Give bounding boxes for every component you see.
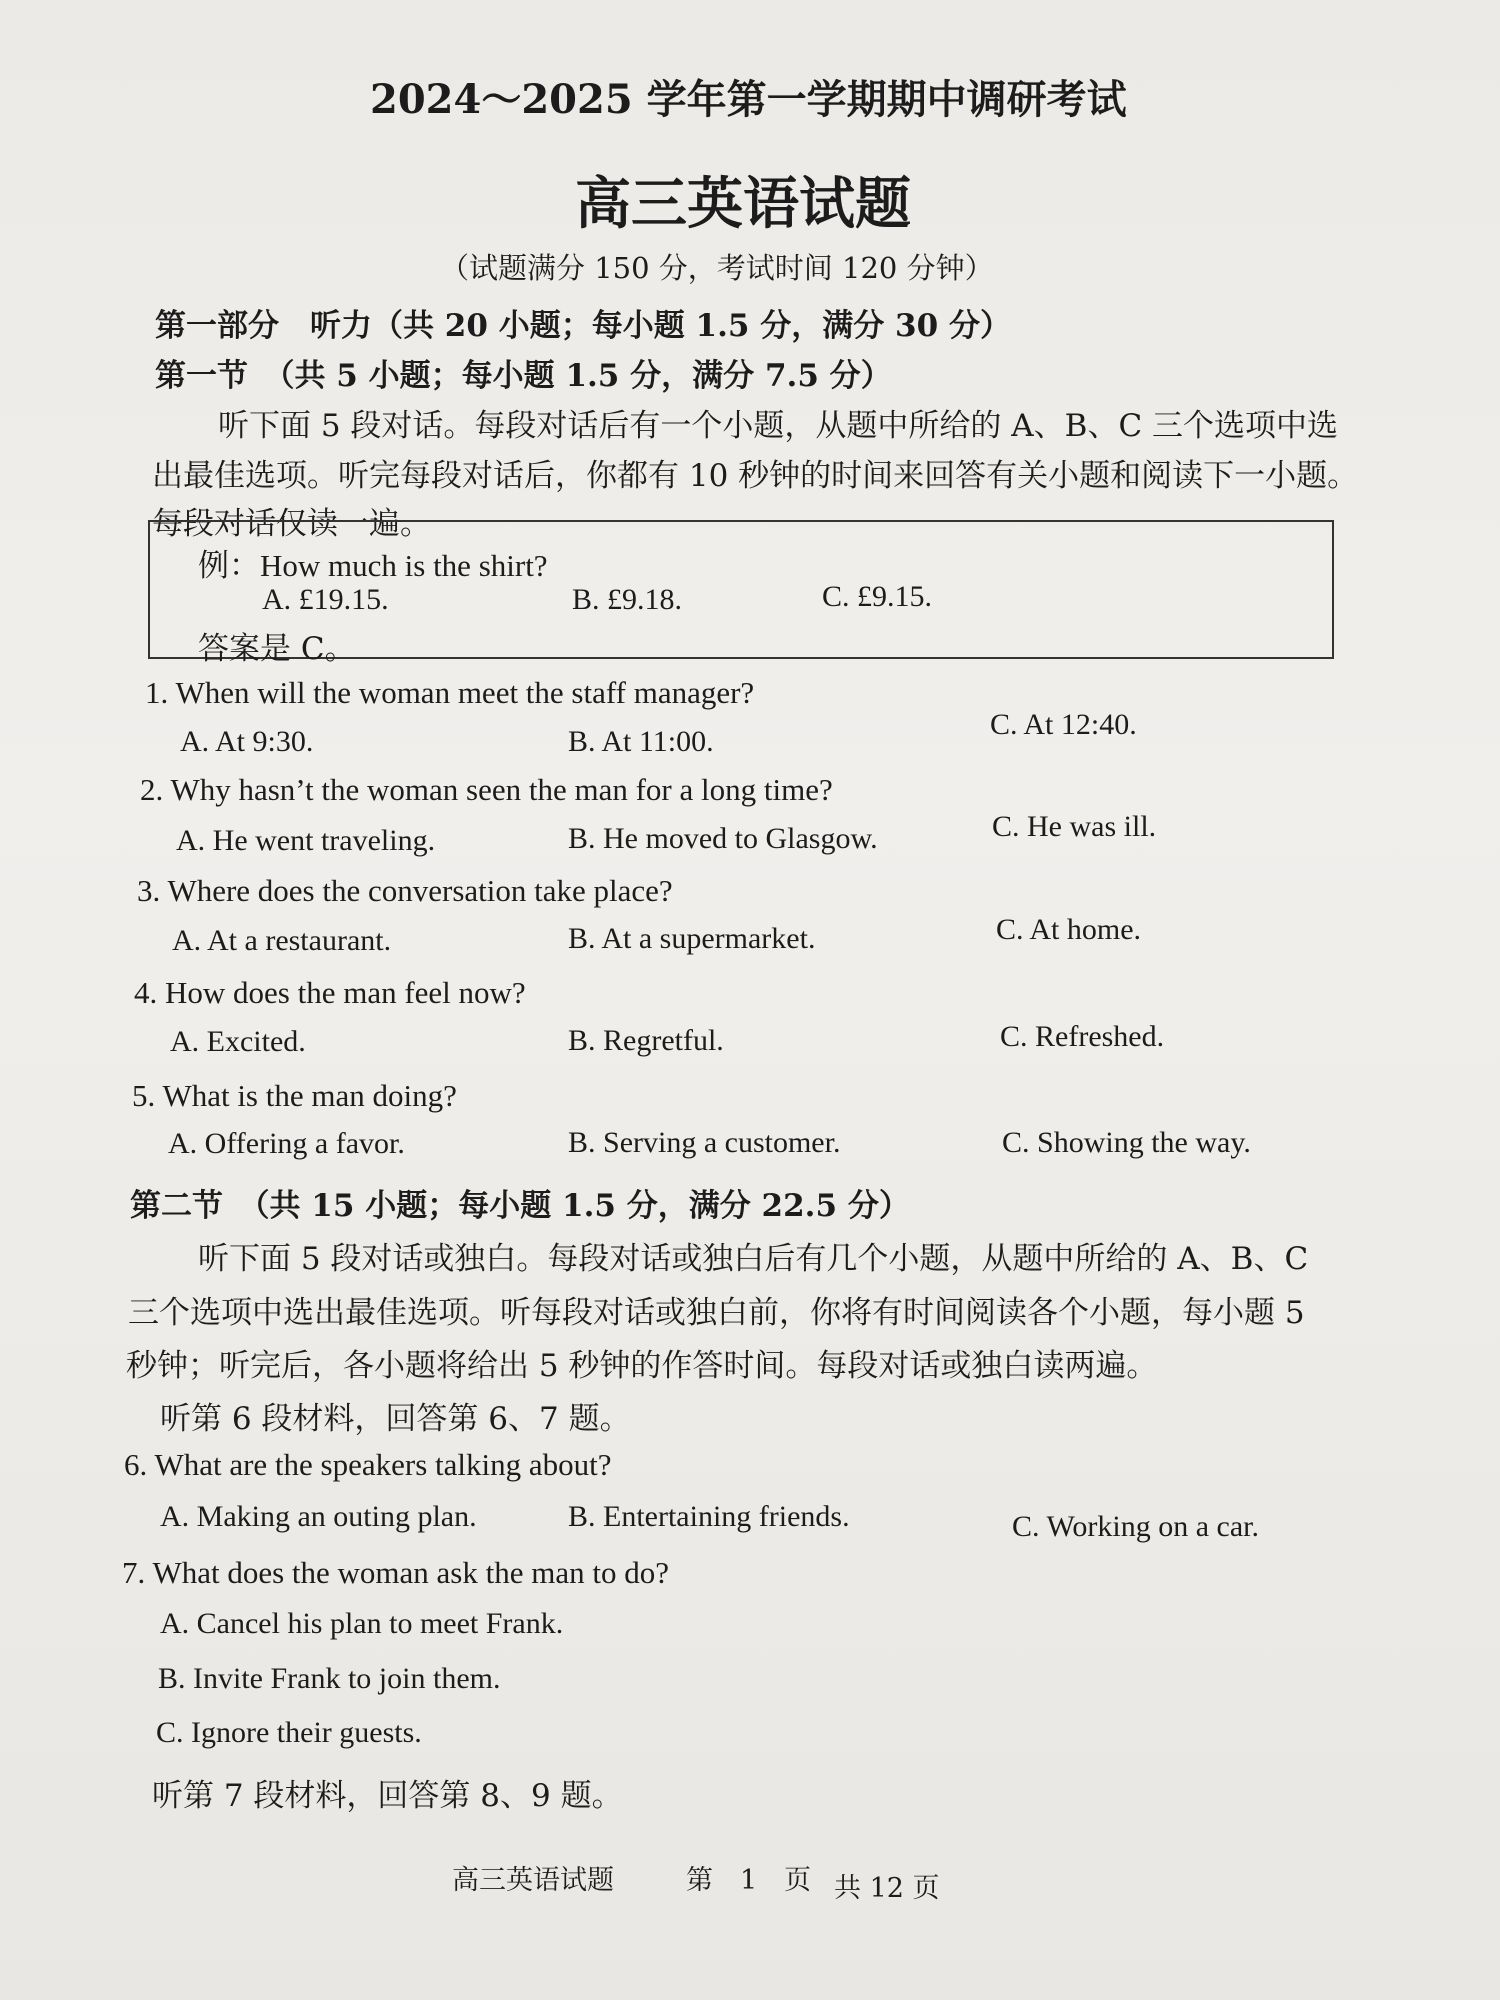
material-6-prompt: 听第 6 段材料，回答第 6、7 题。 (160, 1401, 631, 1437)
question-3-option-b: B. At a supermarket. (568, 922, 816, 955)
section1-heading: 第一节 （共 5 小题；每小题 1.5 分，满分 7.5 分） (155, 358, 892, 394)
example-option-a: A. £19.15. (262, 583, 389, 616)
question-6: 6. What are the speakers talking about? (124, 1447, 612, 1482)
question-7-option-a: A. Cancel his plan to meet Frank. (160, 1607, 564, 1640)
question-2-option-b: B. He moved to Glasgow. (568, 822, 878, 855)
question-1-option-a: A. At 9:30. (180, 725, 314, 758)
question-4-option-b: B. Regretful. (568, 1024, 724, 1057)
question-2-option-c: C. He was ill. (992, 810, 1157, 843)
exam-info: （试题满分 150 分，考试时间 120 分钟） (440, 251, 994, 285)
section1-instruction-line: 听下面 5 段对话。每段对话后有一个小题，从题中所给的 A、B、C 三个选项中选 (218, 408, 1339, 444)
question-6-option-a: A. Making an outing plan. (160, 1500, 477, 1533)
example-question: 例：How much is the shirt? (198, 548, 548, 583)
footer-subject: 高三英语试题 (452, 1865, 614, 1896)
section1-instruction-line: 每段对话仅读一遍。 (152, 506, 431, 542)
question-5: 5. What is the man doing? (132, 1078, 457, 1113)
question-1-option-b: B. At 11:00. (568, 725, 714, 758)
footer-page-number: 第 1 页 (686, 1865, 812, 1896)
question-3-option-a: A. At a restaurant. (172, 924, 392, 957)
question-4-option-a: A. Excited. (170, 1025, 306, 1058)
part1-heading: 第一部分 听力（共 20 小题；每小题 1.5 分，满分 30 分） (155, 308, 1011, 344)
question-2-option-a: A. He went traveling. (176, 824, 436, 857)
question-6-option-b: B. Entertaining friends. (568, 1500, 850, 1533)
question-6-option-c: C. Working on a car. (1012, 1510, 1259, 1543)
example-answer: 答案是 C。 (198, 631, 356, 667)
question-3-option-c: C. At home. (996, 913, 1142, 946)
section2-instruction-line: 秒钟；听完后，各小题将给出 5 秒钟的作答时间。每段对话或独白读两遍。 (126, 1348, 1158, 1384)
example-option-b: B. £9.18. (572, 583, 683, 616)
section2-instruction-line: 三个选项中选出最佳选项。听每段对话或独白前，你将有时间阅读各个小题，每小题 5 (128, 1295, 1305, 1331)
question-1-option-c: C. At 12:40. (990, 708, 1137, 741)
question-5-option-a: A. Offering a favor. (168, 1127, 405, 1160)
footer-total-pages: 共 12 页 (834, 1873, 940, 1904)
question-4: 4. How does the man feel now? (134, 975, 526, 1010)
question-5-option-c: C. Showing the way. (1002, 1126, 1251, 1159)
question-7-option-c: C. Ignore their guests. (156, 1716, 422, 1749)
subject-title: 高三英语试题 (575, 171, 911, 237)
question-2: 2. Why hasn’t the woman seen the man for a long time? (140, 772, 833, 807)
example-option-c: C. £9.15. (822, 580, 933, 613)
section2-instruction-line: 听下面 5 段对话或独白。每段对话或独白后有几个小题，从题中所给的 A、B、C (198, 1241, 1309, 1277)
question-3: 3. Where does the conversation take place? (137, 873, 673, 908)
section1-instruction-line: 出最佳选项。听完每段对话后，你都有 10 秒钟的时间来回答有关小题和阅读下一小题。 (152, 458, 1359, 494)
section2-heading: 第二节 （共 15 小题；每小题 1.5 分，满分 22.5 分） (130, 1188, 910, 1224)
question-4-option-c: C. Refreshed. (1000, 1020, 1165, 1053)
question-5-option-b: B. Serving a customer. (568, 1126, 841, 1159)
material-7-prompt: 听第 7 段材料，回答第 8、9 题。 (152, 1778, 623, 1814)
question-1: 1. When will the woman meet the staff manager? (145, 675, 755, 710)
question-7: 7. What does the woman ask the man to do? (122, 1555, 669, 1590)
question-7-option-b: B. Invite Frank to join them. (158, 1662, 501, 1695)
exam-title: 2024～2025 学年第一学期期中调研考试 (370, 76, 1127, 123)
